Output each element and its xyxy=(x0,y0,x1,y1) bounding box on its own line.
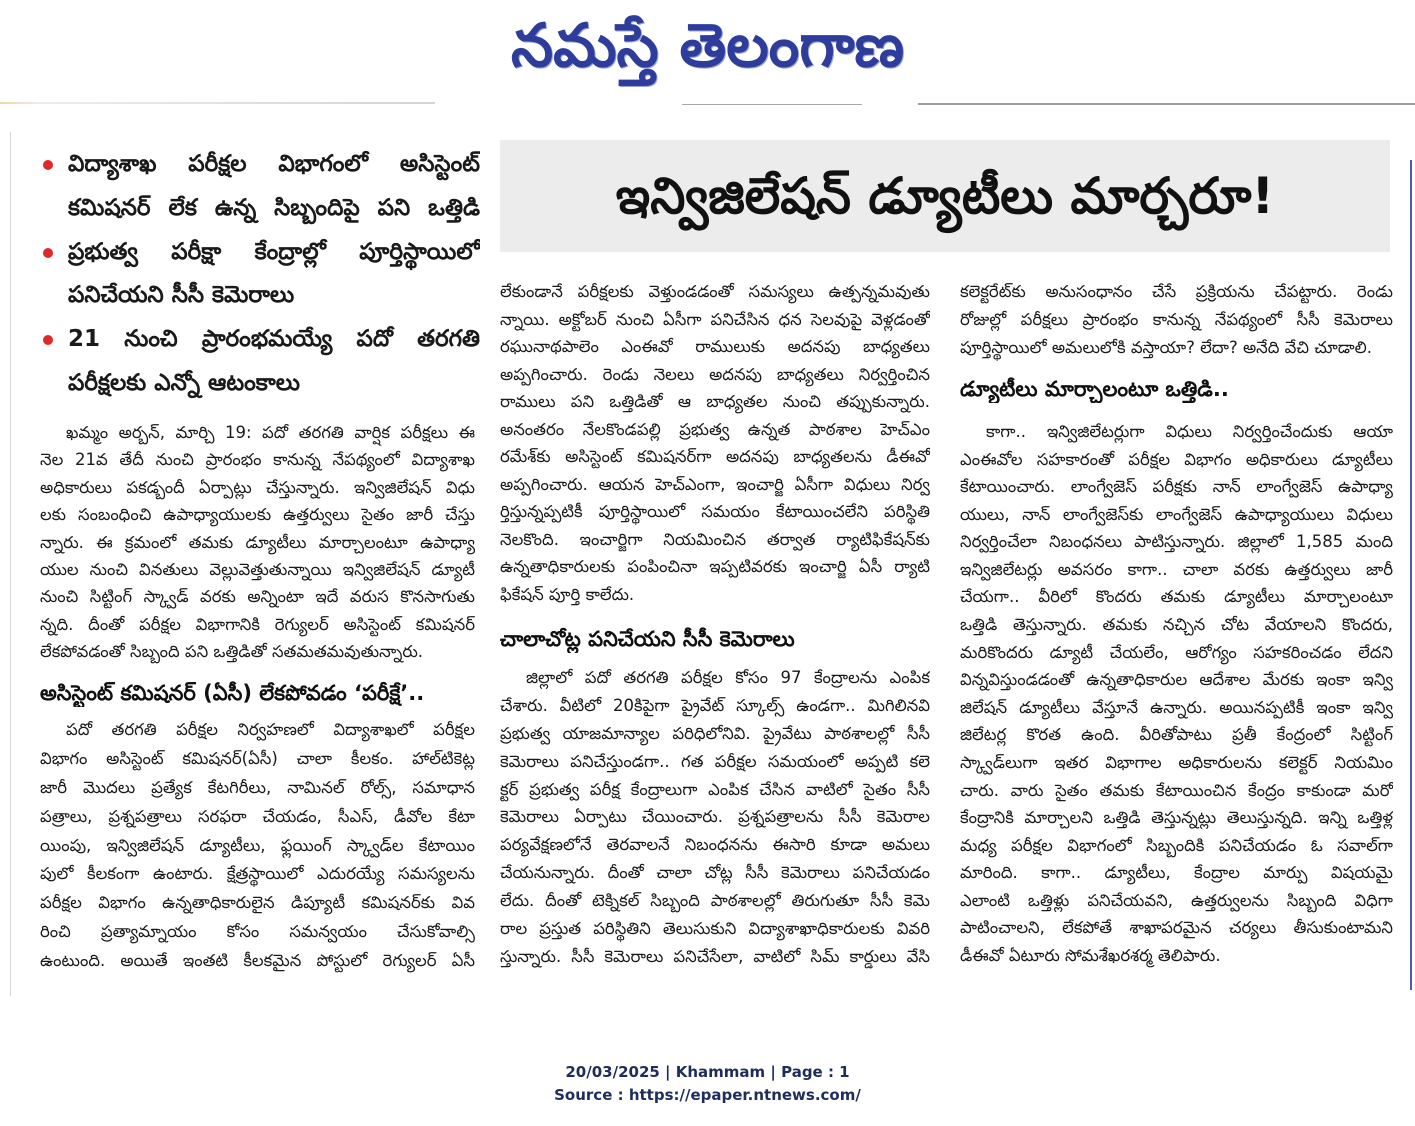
highlight-line: పనిచేయని సీసీ కెమెరాలు xyxy=(68,282,295,309)
body-line: కేంద్రానికి మార్చాలని ఒత్తిడి తెస్తున్నట్లు తెలుస్తున్నది. ఇన్ని ఒత్తిళ్ల xyxy=(960,808,1393,828)
edition-info: 20/03/2025 | Khammam | Page : 1 xyxy=(565,1063,850,1081)
highlight-line: ప్రభుత్వ పరీక్షా కేంద్రాల్లో పూర్తిస్థాయిలో xyxy=(68,238,480,265)
body-line: ర్తిస్తున్నప్పటికీ పూర్తిస్థాయిలో సమయం కేటాయించలేని పరిస్థితి xyxy=(500,502,930,521)
page-border-right xyxy=(1410,160,1412,990)
highlight-line: కమిషనర్ లేక ఉన్న సిబ్బందిపై పని ఒత్తిడి xyxy=(68,194,480,221)
body-line: నెల 21వ తేదీ నుంచి ప్రారంభం కానున్న నేపథ్యంలో విద్యాశాఖ xyxy=(40,450,475,470)
body-line: ప్రభుత్వ యాజమాన్యాల పరిధిలోనివి. ప్రైవేటు పాఠశాలల్లో సీసీ xyxy=(500,723,930,743)
body-line: పరీక్షల విభాగం ఉన్నతాధికారులైన డిప్యూటీ కమిషనర్‌కు వివ xyxy=(40,893,475,913)
body-line: నిర్వర్తించేలా నిబంధనలు పాటిస్తున్నారు. జిల్లాలో 1,585 మంది xyxy=(960,532,1393,552)
body-line: లకు సంబంధించి ఉపాధ్యాయులకు ఉత్తర్వులు సైతం జారీ చేస్తు xyxy=(40,505,475,525)
body-line: యుల నుంచి వినతులు వెల్లువెత్తుతున్నాయి ఇన్విజిలేషన్ డ్యూటీ xyxy=(40,559,475,579)
body-line: పదో తరగతి పరీక్షల నిర్వహణలో విద్యాశాఖలో పరీక్షల xyxy=(66,720,475,739)
body-line: మారింది. కాగా.. డ్యూటీలు, కేంద్రాల మార్పు విషయమై xyxy=(960,863,1393,883)
body-line: రాల ప్రస్తుత పరిస్థితిని తెలుసుకుని విద్యాశాఖాధికారులకు వివరి xyxy=(500,919,930,939)
body-line: ఉంటుంది. అయితే ఇంతటి కీలకమైన పోస్టులో రెగ్యులర్ ఏసీ xyxy=(40,951,475,971)
subheading-assistant-commissioner: అసిస్టెంట్ కమిషనర్ (ఏసీ) లేకపోవడం ‘పరీక్షే’.. xyxy=(40,681,425,705)
body-line: కేటాయించారు. లాంగ్వేజెస్ పరీక్షకు నాన్ లాంగ్వేజెస్ ఉపాధ్యా xyxy=(960,477,1393,497)
right-paragraph-1 xyxy=(960,278,1393,362)
body-line: స్తున్నారు. సీసీ కెమెరాలు పనిచేసేలా, వాటిలో సిమ్ కార్డులు వేసి xyxy=(500,946,930,966)
body-line: ఎంఈవోల సహకారంతో పరీక్షల విభాగం అధికారులు డ్యూటీలు xyxy=(960,449,1393,469)
body-line: ఫికేషన్ పూర్తి కాలేదు. xyxy=(500,584,635,604)
bullet-dot-icon xyxy=(43,160,53,170)
highlight-item xyxy=(40,143,480,231)
body-line: పత్రాలు, ప్రశ్నపత్రాలు సరఫరా చేయడం, సీఎస్, డీవోల కేటా xyxy=(40,806,475,826)
source-url: Source : https://epaper.ntnews.com/ xyxy=(554,1086,861,1104)
body-line: చేయగా.. వీరిలో కొందరు తమకు డ్యూటీలు మార్చాలంటూ xyxy=(960,587,1393,607)
body-line: ఇన్విజిలేటర్లు అవసరం కాగా.. చాలా వరకు ఉత్తర్వులు జారీ xyxy=(960,559,1393,579)
bullet-dot-icon xyxy=(43,335,53,345)
middle-paragraph-2 xyxy=(500,664,930,971)
body-line: నెలకొంది. ఇంచార్జిగా నియమించిన తర్వాత ర్యాటిఫికేషన్‌కు xyxy=(500,529,930,549)
body-line: చేశారు. వీటిలో 20కిపైగా ప్రైవేట్ స్కూల్స్ ఉండగా.. మిగిలినవి xyxy=(500,695,930,715)
body-line: కెమెరాలు పనిచేస్తుండగా.. గత పరీక్షల సమయంలో అప్పటి కలె xyxy=(500,751,930,771)
body-line: జిలేషన్ డ్యూటీలు వేస్తూనే ఉన్నారు. అయినప్పటికీ ఇంకా ఇన్వి xyxy=(960,697,1393,717)
body-line: లేకుండానే పరీక్షలకు వెళ్తుండడంతో సమస్యలు ఉత్పన్నమవుతు xyxy=(500,282,930,301)
body-line: పర్యవేక్షణలోనే తెరవాలనే నిబంధనను ఈసారి కూడా అమలు xyxy=(500,835,930,855)
body-line: విభాగం అసిస్టెంట్ కమిషనర్(ఏసీ) చాలా కీలకం. హాల్‌టికెట్ల xyxy=(40,748,475,768)
masthead-rule-right xyxy=(918,103,1415,105)
body-line: రాములు పని ఒత్తిడితో ఆ బాధ్యతల నుంచి తప్పుకున్నారు. xyxy=(500,392,930,411)
body-line: రించి ప్రత్యామ్నాయం కోసం సమన్వయం చేసుకోవాల్సి xyxy=(40,922,475,942)
body-line: ఖమ్మం అర్బన్, మార్చి 19: పదో తరగతి వార్షిక పరీక్షలు ఈ xyxy=(66,423,475,442)
highlight-item xyxy=(40,318,480,406)
body-line: ఎలాంటి ఒత్తిళ్లు పనిచేయవని, ఉత్తర్వులను సిబ్బంది విధిగా xyxy=(960,890,1393,910)
bullet-dot-icon xyxy=(43,248,53,258)
highlight-item xyxy=(40,231,480,319)
body-line: రఘునాథపాలెం ఎంఈవో రాములుకు అదనపు బాధ్యతలు xyxy=(500,337,930,356)
body-line: లేకపోవడంతో సిబ్బంది పని ఒత్తిడితో సతమతమవుతున్నారు. xyxy=(40,642,424,662)
right-paragraph-2 xyxy=(960,418,1393,970)
body-line: కలెక్టరేట్‌కు అనుసంధానం చేసే ప్రక్రియను చేపట్టారు. రెండు xyxy=(960,282,1393,301)
body-line: చేయనున్నారు. దీంతో చాలా చోట్ల సీసీ కెమెరాలు పనిచేయడం xyxy=(500,863,930,883)
page-border-left xyxy=(10,132,11,996)
middle-paragraph-1 xyxy=(500,278,930,608)
body-line: స్క్వాడ్‌లుగా ఇతర విభాగాల అధికారులను కలెక్టర్ నియమిం xyxy=(960,752,1393,772)
body-line: రోజుల్లో పరీక్షలు ప్రారంభం కానున్న నేపథ్యంలో సీసీ కెమెరాలు xyxy=(960,310,1393,329)
subheading-cc-cameras: చాలాచోట్ల పనిచేయని సీసీ కెమెరాలు xyxy=(500,627,795,651)
body-line: అప్పగించారు. ఆయన హెచ్‌ఎంగా, ఇంచార్జి ఏసీగా విధులు నిర్వ xyxy=(500,474,930,494)
body-line: లేదు. దీంతో టెక్నికల్ సిబ్బంది పాఠశాలల్లో తిరుగుతూ సీసీ కెమె xyxy=(500,891,930,911)
highlight-line: పరీక్షలకు ఎన్నో ఆటంకాలు xyxy=(68,369,301,396)
body-line: యులు, నాన్ లాంగ్వేజెస్‌కు లాంగ్వేజెస్ ఉపాధ్యాయులు విధులు xyxy=(960,504,1393,524)
body-line: న్నాయి. అక్టోబర్ నుంచి ఏసీగా పనిచేసిన ధన సెలవుపై వెళ్లడంతో xyxy=(500,309,930,329)
body-line: పూర్తిస్థాయిలో అమలులోకి వస్తాయా? లేదా? అనేది వేచి చూడాలి. xyxy=(960,338,1372,357)
highlight-line: విద్యాశాఖ పరీక్షల విభాగంలో అసిస్టెంట్ xyxy=(68,151,480,177)
left-paragraph-2 xyxy=(40,716,475,976)
subheading-duty-pressure: డ్యూటీలు మార్చాలంటూ ఒత్తిడి.. xyxy=(960,377,1229,401)
left-paragraph-1 xyxy=(40,419,475,666)
body-line: పాటించాలని, లేకపోతే శాఖాపరమైన చర్యలు తీసుకుంటామని xyxy=(960,918,1393,938)
body-line: కాగా.. ఇన్విజిలేటర్లుగా విధులు నిర్వర్తించేందుకు ఆయా xyxy=(986,422,1393,441)
body-line: జిల్లాలో పదో తరగతి పరీక్షల కోసం 97 కేంద్రాలను ఎంపిక xyxy=(526,668,930,687)
body-line: విన్నవిస్తుండడంతో ఉన్నతాధికారుల ఆదేశాల మేరకు ఇంకా ఇన్వి xyxy=(960,670,1393,690)
body-line: న్నది. దీంతో పరీక్షల విభాగానికి రెగ్యులర్ అసిస్టెంట్ కమిషనర్ xyxy=(40,614,475,634)
body-line: మరికొందరు డ్యూటీ చేయలేం, ఆరోగ్యం సహకరించడం లేదని xyxy=(960,642,1393,662)
body-line: న్నారు. ఈ క్రమంలో తమకు డ్యూటీలు మార్చాలంటూ ఉపాధ్యా xyxy=(40,532,475,552)
body-line: జారీ మొదలు ప్రత్యేక కేటగిరీలు, నామినల్ రోల్స్, సమాధాన xyxy=(40,777,475,797)
body-line: అప్పగించారు. రెండు నెలలు అదనపు బాధ్యతలు నిర్వర్తించిన xyxy=(500,364,930,384)
body-line: క్టర్ ప్రభుత్వ పరీక్ష కేంద్రాలుగా ఎంపిక చేసిన వాటిలో సైతం సీసీ xyxy=(500,779,930,799)
body-line: యింపు, ఇన్విజిలేషన్ డ్యూటీలు, ఫ్లయింగ్ స్క్వాడ్‌ల కేటాయిం xyxy=(40,835,475,855)
body-line: ఒత్తిడి తెస్తున్నారు. తమకు నచ్చిన చోట వేయాలని కొందరు, xyxy=(960,615,1393,635)
article-headline: ఇన్విజిలేషన్ డ్యూటీలు మార్చరూ! xyxy=(615,167,1275,225)
headline-box xyxy=(500,140,1390,252)
body-line: చారు. వారు సైతం తమకు కేటాయించిన కేంద్రం కాకుండా మరో xyxy=(960,780,1393,800)
body-line: రమేశ్‌కు అసిస్టెంట్ కమిషనర్‌గా అదనపు బాధ్యతలను డీఈవో xyxy=(500,447,930,466)
masthead-logo: నమస్తే తెలంగాణ xyxy=(510,11,905,81)
body-line: నుంచి సిట్టింగ్ స్క్వాడ్ వరకు అన్నింటా ఇదే వరుస కొనసాగుతు xyxy=(40,587,475,607)
masthead-rule-middle xyxy=(682,104,862,105)
body-line: మధ్య పరీక్షల విభాగంలో సిబ్బందికి పనిచేయడం ఓ సవాల్‌గా xyxy=(960,835,1393,855)
body-line: అధికారులు పకడ్బందీ ఏర్పాట్లు చేస్తున్నారు. ఇన్విజిలేషన్ విధు xyxy=(40,477,475,497)
clipping-footer xyxy=(0,1061,1415,1107)
body-line: పులో కీలకంగా ఉంటారు. క్షేత్రస్థాయిలో ఎదురయ్యే సమస్యలను xyxy=(40,864,475,884)
body-line: ఉన్నతాధికారులకు పంపించినా ఇప్పటివరకు ఇంచార్జి ఏసీ ర్యాటి xyxy=(500,557,930,576)
body-line: కెమెరాలు ఏర్పాటు చేయించారు. ప్రశ్నపత్రాలను సీసీ కెమెరాల xyxy=(500,807,930,827)
highlight-line: 21 నుంచి ప్రారంభమయ్యే పదో తరగతి xyxy=(68,326,480,353)
masthead-rule-left xyxy=(0,102,435,104)
highlights-list xyxy=(40,143,480,406)
body-line: జిలేటర్ల కొరత ఉంది. వీరితోపాటు ప్రతీ కేంద్రంలో సిట్టింగ్ xyxy=(960,725,1393,745)
body-line: డీఈవో ఏటూరు సోమశేఖరశర్మ తెలిపారు. xyxy=(960,945,1221,965)
body-line: అనంతరం నేలకొండపల్లి ప్రభుత్వ ఉన్నత పాఠశాల హెచ్‌ఎం xyxy=(500,419,930,439)
